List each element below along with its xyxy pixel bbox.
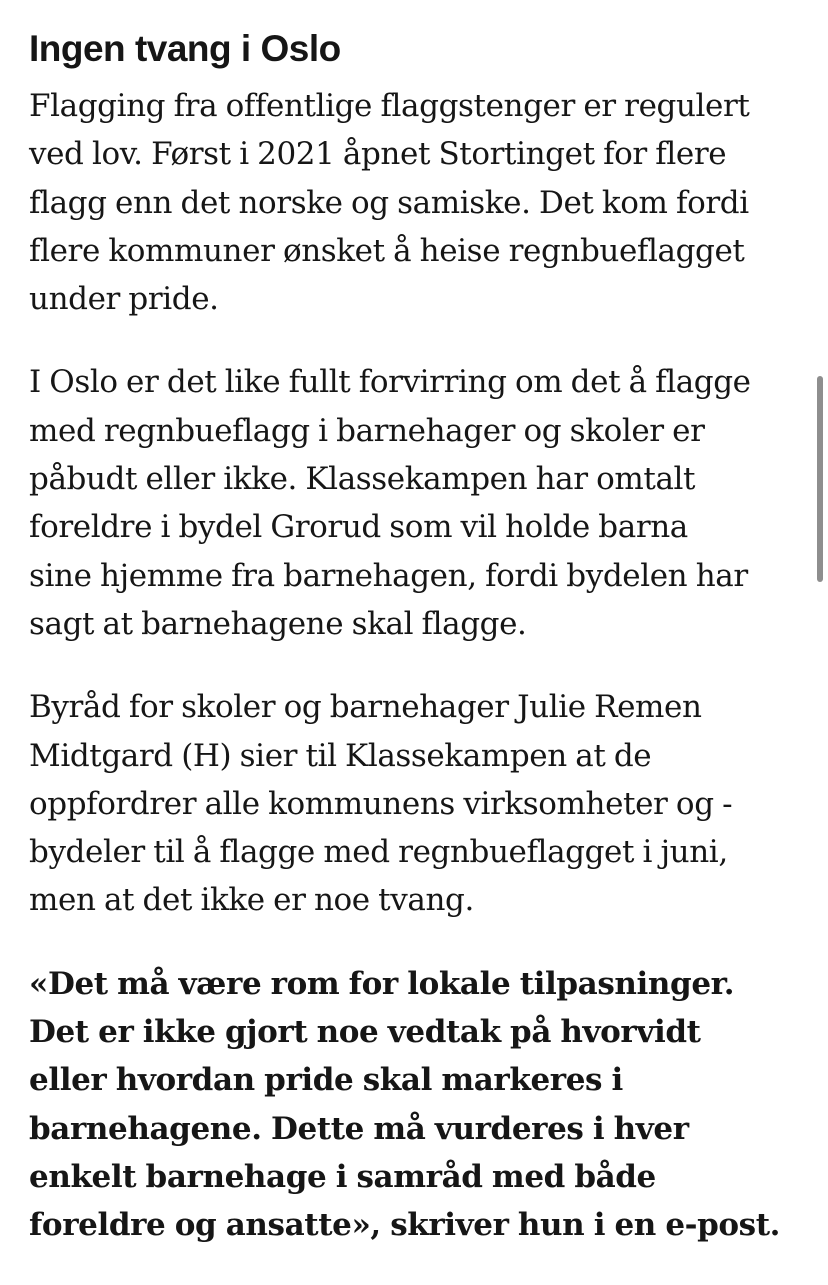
text-line: barnehagene. Dette må vurderes i hver (29, 1110, 689, 1147)
text-line: påbudt eller ikke. Klassekampen har omtalt (29, 461, 696, 498)
paragraph-quote (29, 960, 809, 1250)
text-line: sine hjemme fra barnehagen, fordi bydelen har (29, 557, 748, 594)
text-line: foreldre i bydel Grorud som vil holde barna (29, 509, 688, 546)
text-line: «Det må være rom for lokale tilpasninger. (29, 965, 735, 1002)
article-body (29, 24, 809, 1285)
text-line: Midtgard (H) sier til Klassekampen at de (29, 737, 652, 774)
text-line: men at det ikke er noe tvang. (29, 882, 474, 919)
paragraph-byraad-statement (29, 683, 809, 924)
text-line: med regnbueflagg i barnehager og skoler er (29, 412, 705, 449)
text-line: flagg enn det norske og samiske. Det kom fordi (29, 184, 749, 221)
text-line: Det er ikke gjort noe vedtak på hvorvidt (29, 1014, 701, 1051)
text-line: I Oslo er det like fullt forvirring om det å flagge (29, 364, 751, 401)
section-heading: Ingen tvang i Oslo (29, 28, 341, 69)
text-line: Byråd for skoler og barnehager Julie Remen (29, 689, 702, 726)
paragraph-flagging-law (29, 82, 809, 323)
text-line: sagt at barnehagene skal flagge. (29, 605, 527, 642)
text-line: flere kommuner ønsket å heise regnbueflagget (29, 232, 745, 269)
text-line: enkelt barnehage i samråd med både (29, 1158, 656, 1195)
text-line: ved lov. Først i 2021 åpnet Stortinget for flere (29, 136, 727, 173)
text-line: eller hvordan pride skal markeres i (29, 1062, 623, 1099)
scrollbar-thumb[interactable] (817, 376, 823, 582)
text-line: Flagging fra offentlige flaggstenger er regulert (29, 88, 750, 124)
text-line: under pride. (29, 281, 219, 318)
text-line: oppfordrer alle kommunens virksomheter og - (29, 785, 733, 822)
text-line: bydeler til å flagge med regnbueflagget i juni, (29, 834, 728, 871)
paragraph-oslo-confusion (29, 358, 809, 648)
text-line: foreldre og ansatte», skriver hun i en e-post. (29, 1207, 781, 1244)
